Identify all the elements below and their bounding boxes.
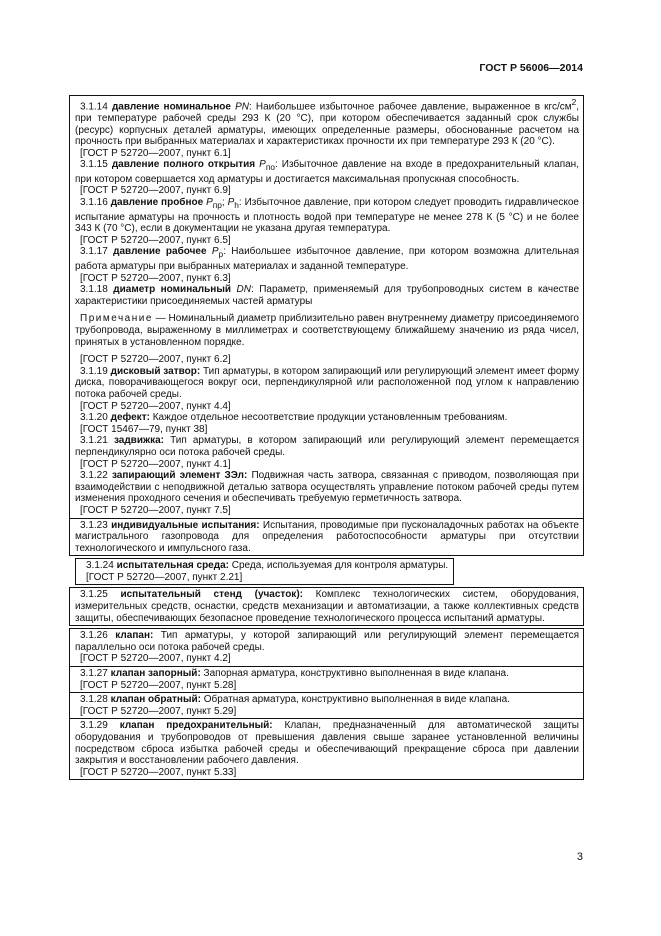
term-reference: [ГОСТ Р 52720—2007, пункт 2.21] bbox=[86, 571, 243, 583]
term-symbol: PN bbox=[235, 101, 249, 113]
term-3-1-22 bbox=[75, 470, 579, 516]
term-definition: : Параметр, применяемый для трубопроводных систем в качестве характеристики присоединяемых частей арматуры bbox=[75, 284, 580, 307]
note-text: — Номинальный диаметр приблизительно равен внутреннему диаметру присоединяемого трубопровода, выраженному в миллиметрах и соответствующему ближайшему значению из ряда чисел, принятых в установленном порядке. bbox=[75, 313, 579, 348]
term-number: 3.1.26 bbox=[80, 630, 108, 642]
term-definition: Клапан, предназначенный для автоматической защиты оборудования и трубопроводов от превышения давления свыше заранее установленной величины посредством сброса избытка рабочей среды и обеспечивающий прекращение сброса при давлении закрытия и восстановлении рабочего давления. bbox=[75, 720, 579, 767]
term-number: 3.1.20 bbox=[80, 412, 108, 424]
term-title: запирающий элемент ЗЭл: bbox=[111, 470, 248, 482]
term-number: 3.1.22 bbox=[80, 470, 108, 482]
term-reference: [ГОСТ Р 52720—2007, пункт 7.5] bbox=[80, 504, 231, 516]
term-reference: [ГОСТ Р 52720—2007, пункт 6.2] bbox=[80, 354, 231, 366]
term-definition: Запорная арматура, конструктивно выполненная в виде клапана. bbox=[200, 668, 509, 680]
term-definition: Среда, используемая для контроля арматуры. bbox=[229, 560, 449, 572]
term-definition: : Избыточное давление, при котором следует проводить гидравлическое испытание арматуры на прочность и плотность водой при температуре не менее 278 К (5 °С) и не более 343 К (70 °С), если в документации не указана другая температура. bbox=[75, 197, 579, 235]
term-definition: Тип арматуры, у которой запирающий или регулирующий элемент перемещается параллельно оси потока рабочей среды. bbox=[75, 630, 579, 653]
term-definition: : Избыточное давление на входе в предохранительный клапан, при котором совершается ход арматуры и достигается максимальная пропускная способность. bbox=[75, 159, 579, 185]
term-reference: [ГОСТ Р 52720—2007, пункт 4.2] bbox=[80, 653, 231, 665]
term-definition: : Наибольшее избыточное рабочее давление, выраженное в кгс/см bbox=[248, 101, 572, 113]
term-3-1-16 bbox=[75, 197, 579, 246]
term-symbol: DN bbox=[236, 284, 251, 296]
term-number: 3.1.18 bbox=[80, 284, 108, 296]
term-3-1-26 bbox=[69, 628, 584, 667]
term-title: давление полного открытия bbox=[111, 159, 256, 171]
term-reference: [ГОСТ Р 52720—2007, пункт 6.3] bbox=[80, 272, 231, 284]
term-symbol-sub: пр bbox=[212, 200, 222, 211]
term-number: 3.1.19 bbox=[80, 365, 108, 377]
term-symbol: P bbox=[206, 197, 213, 209]
note-label: Примечание bbox=[80, 313, 153, 325]
term-symbol: P bbox=[211, 246, 219, 258]
term-definition: Подвижная часть затвора, связанная с приводом, позволяющая при взаимодействии с неподвижной деталью затвора осуществлять управление потоком рабочей среды путем изменения проходного сечения и обеспечивать требуемую герметичность затвора. bbox=[75, 470, 579, 505]
term-definition: Обратная арматура, конструктивно выполненная в виде клапана. bbox=[200, 694, 510, 706]
term-definition: Испытания, проводимые при пусконаладочных работах на объекте магистрального газопровода для определения работоспособности арматуры при отсутствии технологического и импульсного газа. bbox=[75, 519, 579, 554]
term-number: 3.1.14 bbox=[80, 101, 108, 113]
term-reference: [ГОСТ Р 52720—2007, пункт 5.28] bbox=[80, 679, 237, 691]
term-symbol-alt-sub: h bbox=[234, 200, 239, 211]
term-3-1-28 bbox=[69, 693, 584, 719]
term-number: 3.1.24 bbox=[86, 560, 114, 572]
term-note bbox=[75, 313, 579, 348]
term-title: клапан: bbox=[115, 630, 154, 642]
term-reference: [ГОСТ Р 52720—2007, пункт 4.1] bbox=[80, 458, 231, 470]
term-title: индивидуальные испытания: bbox=[111, 519, 260, 531]
term-definition-cont: , при температуре рабочей среды 293 К (20 °С), при котором обеспечивается заданный срок службы (ресурс) корпусных деталей арматуры, имеющих определенные размеры, обоснованные расчетом на прочность при выбранных материалах и характеристиках прочности их при температуре 293 К (20 °С). bbox=[75, 101, 580, 148]
term-definition: Каждое отдельное несоответствие продукции установленным требованиям. bbox=[149, 412, 508, 424]
term-title: испытательный стенд (участок): bbox=[120, 589, 303, 601]
page-number: 3 bbox=[576, 851, 583, 864]
term-3-1-18 bbox=[75, 284, 579, 366]
term-3-1-14 bbox=[75, 97, 579, 159]
term-reference: [ГОСТ 15467—79, пункт 38] bbox=[80, 423, 208, 435]
term-reference: [ГОСТ Р 52720—2007, пункт 4.4] bbox=[80, 400, 231, 412]
term-definition: Тип арматуры, в котором запирающий или регулирующий элемент перемещается перпендикулярно оси потока рабочей среды. bbox=[75, 435, 580, 458]
term-title: давление номинальное bbox=[111, 101, 231, 113]
term-3-1-25 bbox=[69, 587, 584, 626]
term-3-1-29 bbox=[69, 719, 584, 780]
term-reference: [ГОСТ Р 52720—2007, пункт 5.29] bbox=[80, 705, 237, 717]
unit-superscript: 2 bbox=[571, 97, 577, 107]
term-3-1-15 bbox=[75, 159, 579, 197]
term-number: 3.1.28 bbox=[80, 694, 108, 706]
term-reference: [ГОСТ Р 52720—2007, пункт 6.5] bbox=[80, 234, 231, 246]
term-title: клапан предохранительный: bbox=[119, 720, 273, 732]
term-definition: Тип арматуры, в котором запирающий или регулирующий элемент имеет форму диска, поворачивающегося вокруг оси, перпендикулярной или расположенной под углом к направлению потока рабочей среды. bbox=[75, 365, 579, 400]
term-title: испытательная среда: bbox=[116, 560, 229, 572]
term-symbol: P bbox=[259, 159, 266, 171]
term-3-1-20 bbox=[75, 412, 579, 435]
term-title: дисковый затвор: bbox=[110, 365, 201, 377]
term-number: 3.1.29 bbox=[80, 720, 108, 732]
term-3-1-17 bbox=[75, 246, 579, 284]
term-title: задвижка: bbox=[113, 435, 164, 447]
term-number: 3.1.15 bbox=[80, 159, 108, 171]
term-3-1-24 bbox=[75, 558, 454, 585]
term-title: давление рабочее bbox=[113, 246, 207, 258]
term-number: 3.1.23 bbox=[80, 519, 108, 531]
term-3-1-23 bbox=[69, 519, 584, 557]
term-definition: Комплекс технологических систем, оборудования, измерительных средств, оснастки, средств механизации и автоматизации, а также коллективных средств защиты, обеспечивающих безопасное проведение технологического процесса испытаний арматуры. bbox=[75, 589, 579, 624]
term-symbol-alt: P bbox=[227, 197, 235, 209]
term-number: 3.1.21 bbox=[80, 435, 108, 447]
term-title: клапан запорный: bbox=[110, 668, 201, 680]
term-3-1-27 bbox=[69, 667, 584, 693]
term-number: 3.1.17 bbox=[80, 246, 108, 258]
symbol-separator: ; bbox=[221, 197, 228, 209]
term-block-main bbox=[69, 95, 584, 519]
terms-list bbox=[69, 95, 584, 780]
term-symbol-sub: р bbox=[218, 249, 224, 260]
term-3-1-19 bbox=[75, 366, 579, 412]
term-definition: : Наибольшее избыточное давление, при котором возможна длительная работа арматуры при выбранных материалах и заданной температуре. bbox=[75, 246, 580, 273]
term-reference: [ГОСТ Р 52720—2007, пункт 6.1] bbox=[80, 147, 231, 159]
term-number: 3.1.25 bbox=[80, 589, 108, 601]
term-number: 3.1.16 bbox=[80, 197, 108, 209]
term-3-1-21 bbox=[75, 435, 579, 470]
term-title: давление пробное bbox=[110, 197, 204, 209]
term-title: клапан обратный: bbox=[110, 694, 201, 706]
term-reference: [ГОСТ Р 52720—2007, пункт 6.9] bbox=[80, 185, 231, 197]
term-reference: [ГОСТ Р 52720—2007, пункт 5.33] bbox=[80, 766, 237, 778]
term-number: 3.1.27 bbox=[80, 668, 108, 680]
term-symbol-sub: по bbox=[265, 162, 275, 173]
term-title: диаметр номинальный bbox=[113, 284, 232, 296]
term-title: дефект: bbox=[110, 412, 150, 424]
document-code: ГОСТ Р 56006—2014 bbox=[479, 62, 583, 74]
